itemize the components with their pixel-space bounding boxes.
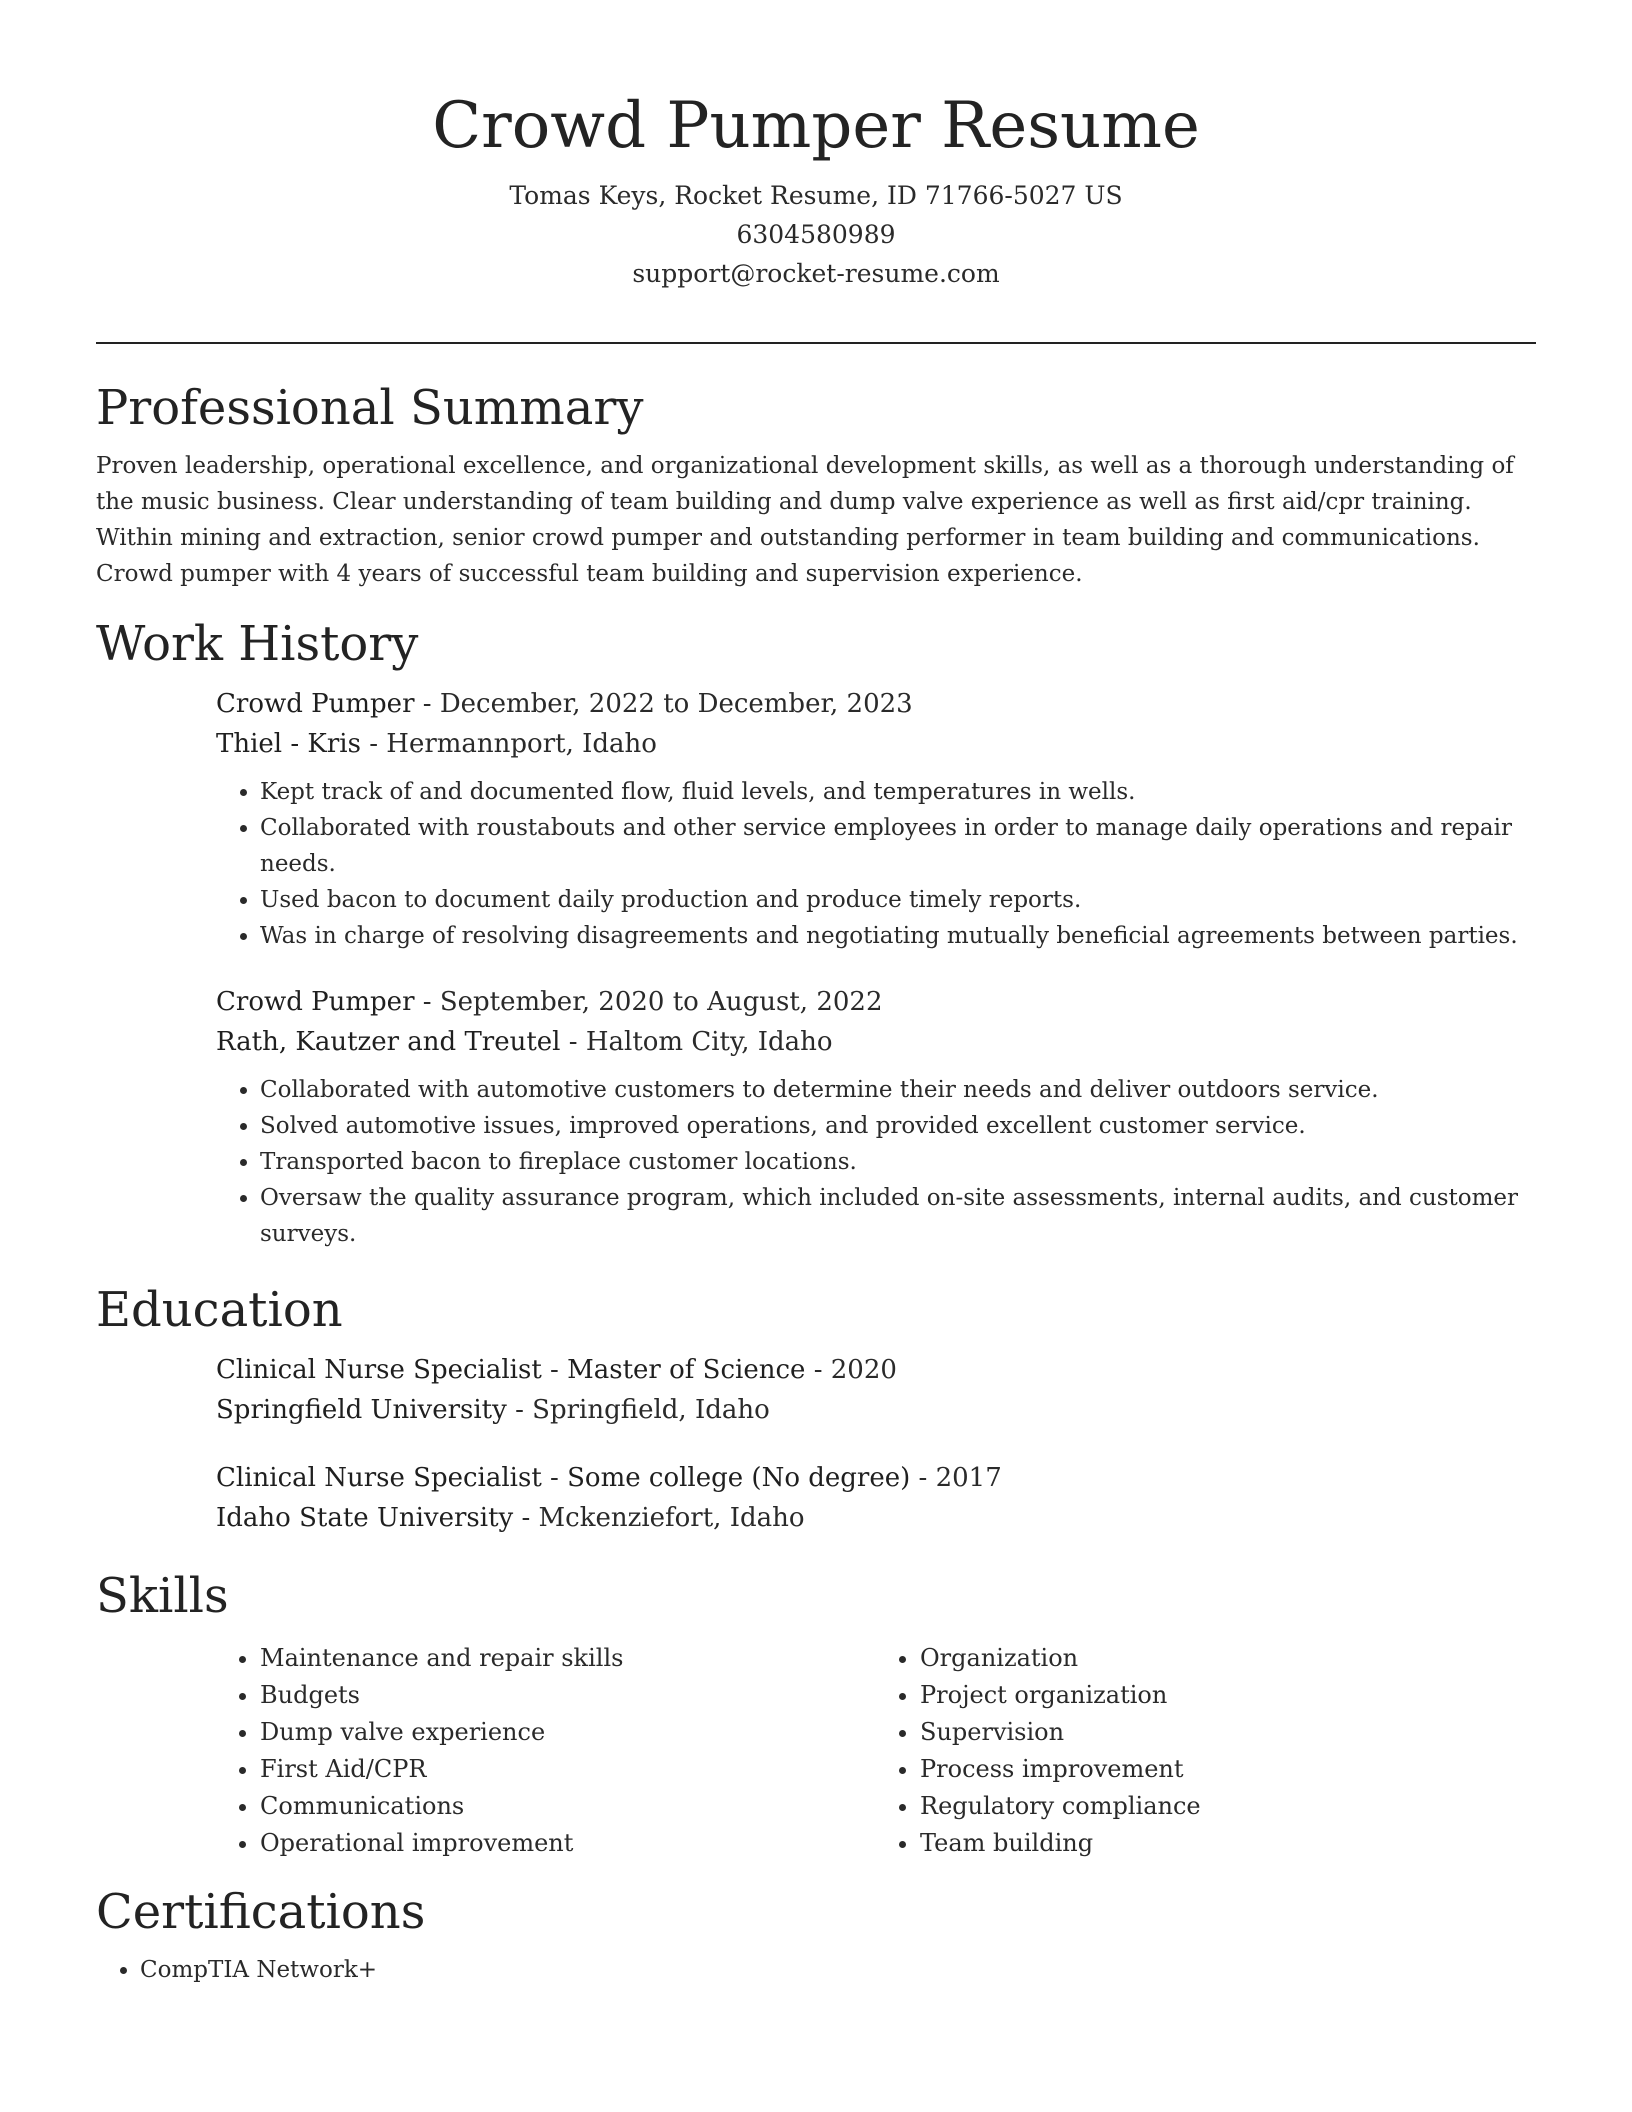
list-item: • First Aid/CPR — [260, 1751, 876, 1788]
summary-heading: Professional Summary — [96, 380, 644, 436]
header-divider — [96, 342, 1536, 344]
job-title-line — [216, 982, 1536, 1022]
skills-columns — [216, 1636, 1536, 1882]
list-item: • Supervision — [920, 1714, 1536, 1751]
education-year: 2020 — [830, 1355, 897, 1385]
summary-text: Proven leadership, operational excellence, and organizational development skills, as well as a thorough understanding of the music business. Clear understanding of team building and dump valve experience as well as first aid/cpr training. Within mining and extraction, senior crowd pumper and outstanding performer in team building and communications. Crowd pumper with 4 years of successful team building and supervision experience. — [96, 453, 1514, 587]
job-title-line — [216, 684, 1536, 724]
education-degree-line — [216, 1458, 1536, 1498]
certifications-list — [96, 1952, 1536, 1988]
job-company: Thiel - Kris — [216, 729, 361, 759]
separator: - — [506, 1395, 533, 1425]
contact-phone: 6304580989 — [736, 220, 896, 249]
separator: - — [360, 729, 387, 759]
contact-info — [96, 176, 1536, 293]
job-company: Rath, Kautzer and Treutel — [216, 1027, 561, 1057]
job-dates: December, 2022 to December, 2023 — [439, 689, 913, 719]
separator: - — [805, 1355, 831, 1385]
summary-section — [96, 378, 1536, 592]
education-school: Springfield University — [216, 1395, 507, 1425]
job-company-line — [216, 1022, 1536, 1062]
list-item: • Transported bacon to fireplace customer locations. — [260, 1144, 1536, 1180]
list-item: • Was in charge of resolving disagreements and negotiating mutually beneficial agreements between parties. — [260, 918, 1536, 954]
job-bullets — [216, 774, 1536, 954]
education-degree-line — [216, 1350, 1536, 1390]
skills-list-right — [876, 1640, 1536, 1862]
education-school-line — [216, 1390, 1536, 1430]
job-entry — [216, 982, 1536, 1252]
education-location: Springfield, Idaho — [532, 1395, 770, 1425]
education-entry — [216, 1350, 1536, 1430]
list-item: • Solved automotive issues, improved operations, and provided excellent customer service. — [260, 1108, 1536, 1144]
separator: - — [541, 1355, 568, 1385]
contact-email: support@rocket-resume.com — [632, 259, 1000, 288]
separator: - — [541, 1463, 568, 1493]
certifications-heading: Certifications — [96, 1884, 426, 1940]
list-item: • Regulatory compliance — [920, 1788, 1536, 1825]
list-item: • Used bacon to document daily production and produce timely reports. — [260, 882, 1536, 918]
education-school: Idaho State University — [216, 1503, 514, 1533]
separator: - — [414, 987, 440, 1017]
education-degree: Some college (No degree) — [567, 1463, 911, 1493]
education-field: Clinical Nurse Specialist — [216, 1463, 542, 1493]
separator: - — [560, 1027, 586, 1057]
list-item: • Project organization — [920, 1677, 1536, 1714]
list-item: • Collaborated with automotive customers to determine their needs and deliver outdoors service. — [260, 1072, 1536, 1108]
list-item: • Organization — [920, 1640, 1536, 1677]
contact-address: Tomas Keys, Rocket Resume, ID 71766-5027 US — [509, 181, 1123, 210]
education-entry — [216, 1458, 1536, 1538]
work-history-section — [96, 614, 1536, 1252]
list-item: • Kept track of and documented flow, fluid levels, and temperatures in wells. — [260, 774, 1536, 810]
list-item: • Communications — [260, 1788, 876, 1825]
list-item: • Dump valve experience — [260, 1714, 876, 1751]
job-title: Crowd Pumper — [216, 689, 415, 719]
education-field: Clinical Nurse Specialist — [216, 1355, 542, 1385]
job-title: Crowd Pumper — [216, 987, 415, 1017]
job-dates: September, 2020 to August, 2022 — [439, 987, 883, 1017]
list-item: • Collaborated with roustabouts and other service employees in order to manage daily operations and repair needs. — [260, 810, 1536, 882]
education-degree: Master of Science — [567, 1355, 806, 1385]
skills-heading: Skills — [96, 1568, 229, 1624]
separator: - — [414, 689, 440, 719]
list-item: • Team building — [920, 1825, 1536, 1862]
resume-title: Crowd Pumper Resume — [432, 89, 1200, 163]
resume-content — [96, 378, 1536, 2016]
education-heading: Education — [96, 1282, 343, 1338]
separator: - — [513, 1503, 539, 1533]
list-item: • CompTIA Network+ — [140, 1952, 1536, 1988]
resume-header — [96, 86, 1536, 293]
list-item: • Oversaw the quality assurance program, which included on-site assessments, internal audits, and customer surveys. — [260, 1180, 1536, 1252]
certifications-section — [96, 1882, 1536, 1988]
list-item: • Operational improvement — [260, 1825, 876, 1862]
job-entry — [216, 684, 1536, 954]
skills-list-left — [216, 1640, 876, 1862]
job-company-line — [216, 724, 1536, 764]
education-school-line — [216, 1498, 1536, 1538]
education-location: Mckenziefort, Idaho — [538, 1503, 805, 1533]
list-item: • Maintenance and repair skills — [260, 1640, 876, 1677]
separator: - — [910, 1463, 936, 1493]
education-section — [96, 1280, 1536, 1538]
job-location: Hermannport, Idaho — [386, 729, 657, 759]
job-location: Haltom City, Idaho — [585, 1027, 833, 1057]
skills-section — [96, 1566, 1536, 1882]
list-item: • Budgets — [260, 1677, 876, 1714]
job-bullets — [216, 1072, 1536, 1252]
work-history-heading: Work History — [96, 616, 419, 672]
list-item: • Process improvement — [920, 1751, 1536, 1788]
education-year: 2017 — [935, 1463, 1002, 1493]
